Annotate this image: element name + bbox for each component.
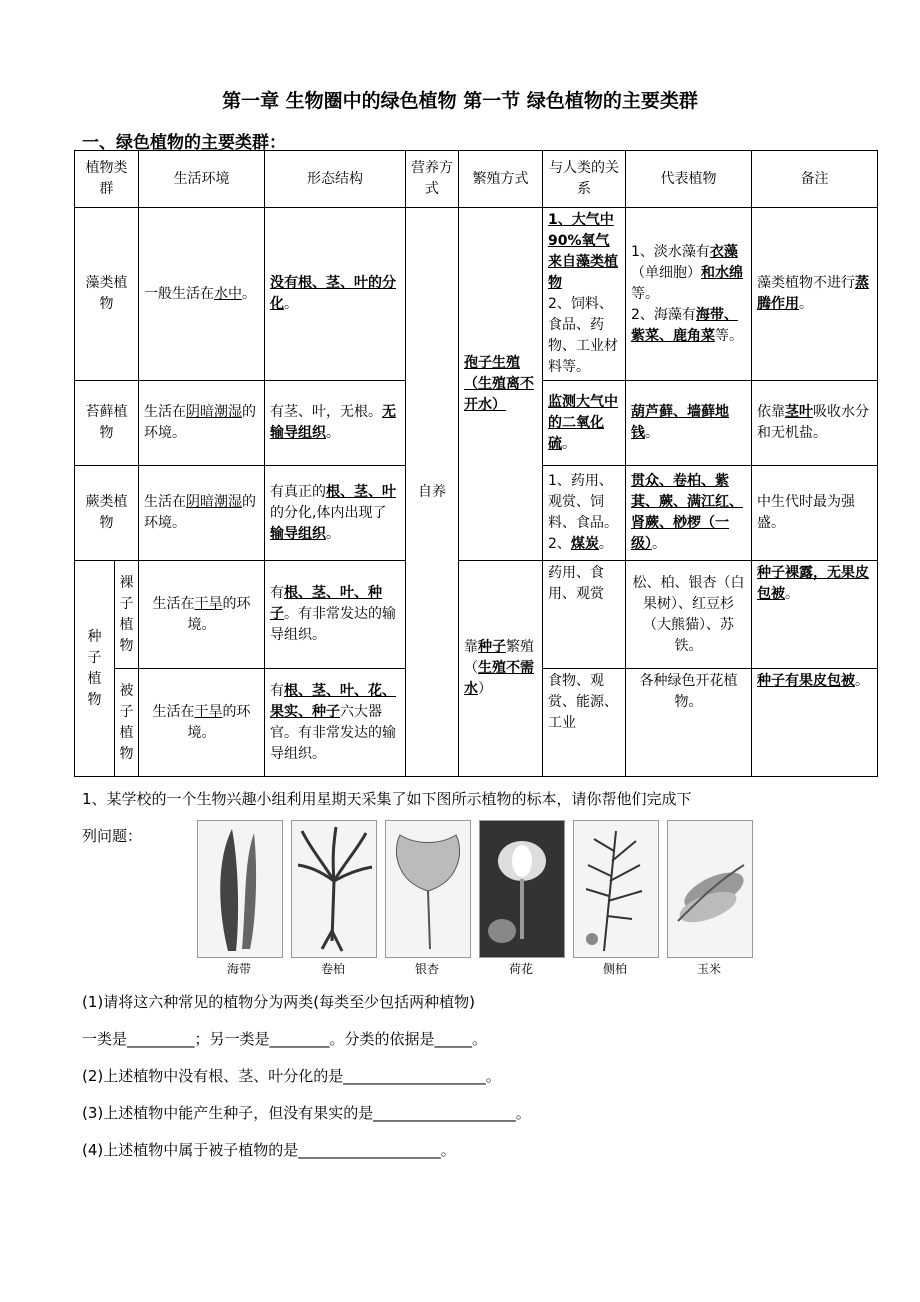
header-representative: 代表植物 [626, 151, 752, 208]
lotus-image [479, 820, 565, 958]
arborvitae-image [573, 820, 659, 958]
gymnosperm-relation: 药用、食用、观赏 [543, 561, 626, 669]
kelp-image [197, 820, 283, 958]
corn-label: 玉米 [696, 962, 721, 976]
section-heading: 一、绿色植物的主要类群： [82, 133, 286, 153]
lotus-label: 荷花 [508, 962, 533, 976]
fern-structure: 有真正的根、茎、叶的分化,体内出现了输导组织。 [265, 466, 406, 561]
selaginella-icon [292, 821, 376, 957]
seed-reproduction: 靠种子繁殖（生殖不需水） [459, 561, 543, 777]
selaginella-label: 卷柏 [320, 962, 345, 976]
algae-relation: 1、大气中90%氧气来自藻类植物 2、饲料、食品、药物、工业材料等。 [543, 208, 626, 381]
question-4: (4)上述植物中属于被子植物的是___________________。 [82, 1141, 456, 1159]
gymnosperm-structure: 有根、茎、叶、种子。有非常发达的输导组织。 [265, 561, 406, 669]
ginkgo-label: 银杏 [414, 962, 439, 976]
header-relation: 与人类的关系 [543, 151, 626, 208]
moss-group: 苔藓植物 [75, 381, 139, 466]
kelp-label: 海带 [226, 962, 251, 976]
gymnosperm-habitat: 生活在干旱的环境。 [139, 561, 265, 669]
question-1-answer-line: 一类是_________；另一类是________。分类的依据是_____。 [82, 1030, 488, 1048]
algae-structure: 没有根、茎、叶的分化。 [265, 208, 406, 381]
angiosperm-structure: 有根、茎、叶、花、果实、种子六大器官。有非常发达的输导组织。 [265, 669, 406, 777]
arborvitae-label: 侧柏 [602, 962, 627, 976]
corn-icon [668, 821, 752, 957]
header-row [75, 151, 878, 208]
moss-representative: 葫芦藓、墙藓地钱。 [626, 381, 752, 466]
spore-reproduction: 孢子生殖（生殖离不开水） [459, 208, 543, 561]
header-note: 备注 [752, 151, 878, 208]
page-title: 第一章 生物圈中的绿色植物 第一节 绿色植物的主要类群 [222, 90, 698, 112]
question-intro-1: 1、某学校的一个生物兴趣小组利用星期天采集了如下图所示植物的标本，请你帮他们完成下 [82, 790, 692, 808]
plant-photos [193, 810, 761, 982]
fern-habitat: 生活在阴暗潮湿的环境。 [139, 466, 265, 561]
question-2: (2)上述植物中没有根、茎、叶分化的是___________________。 [82, 1067, 501, 1085]
algae-representative: 1、淡水藻有衣藻（单细胞）和水绵等。 2、海藻有海带、紫菜、鹿角菜等。 [626, 208, 752, 381]
moss-structure: 有茎、叶，无根。无输导组织。 [265, 381, 406, 466]
algae-habitat: 一般生活在水中。 [139, 208, 265, 381]
algae-group: 藻类植物 [75, 208, 139, 381]
ginkgo-image [385, 820, 471, 958]
row-algae [75, 208, 878, 381]
row-gymnosperm [75, 561, 878, 669]
fern-note: 中生代时最为强盛。 [752, 466, 878, 561]
arborvitae-icon [574, 821, 658, 957]
question-intro-2: 列问题： [82, 827, 143, 845]
fern-relation: 1、药用、观赏、饲料、食品。 2、煤炭。 [543, 466, 626, 561]
fern-representative: 贯众、卷柏、紫萁、蕨、满江红、肾蕨、桫椤（一级）。 [626, 466, 752, 561]
moss-relation: 监测大气中的二氧化硫。 [543, 381, 626, 466]
nutrition-autotroph: 自养 [406, 208, 459, 777]
moss-note: 依靠茎叶吸收水分和无机盐。 [752, 381, 878, 466]
algae-note: 藻类植物不进行蒸腾作用。 [752, 208, 878, 381]
header-structure: 形态结构 [265, 151, 406, 208]
ginkgo-icon [386, 821, 470, 957]
angiosperm-relation: 食物、观赏、能源、工业 [543, 669, 626, 777]
angiosperm-note: 种子有果皮包被。 [752, 669, 878, 777]
seed-plant-group: 种子植物 [75, 561, 115, 777]
selaginella-image [291, 820, 377, 958]
angiosperm-habitat: 生活在干旱的环境。 [139, 669, 265, 777]
plant-groups-table [74, 150, 878, 777]
fern-group: 蕨类植物 [75, 466, 139, 561]
question-3: (3)上述植物中能产生种子，但没有果实的是___________________。 [82, 1104, 531, 1122]
corn-image [667, 820, 753, 958]
angiosperm-group: 被子植物 [115, 669, 139, 777]
header-habitat: 生活环境 [139, 151, 265, 208]
header-reproduction: 繁殖方式 [459, 151, 543, 208]
moss-habitat: 生活在阴暗潮湿的环境。 [139, 381, 265, 466]
question-1: (1)请将这六种常见的植物分为两类(每类至少包括两种植物) [82, 993, 475, 1011]
header-group: 植物类群 [75, 151, 139, 208]
angiosperm-representative: 各种绿色开花植物。 [626, 669, 752, 777]
kelp-icon [198, 821, 282, 957]
gymnosperm-representative: 松、柏、银杏（白果树）、红豆杉（大熊猫）、苏铁。 [626, 561, 752, 669]
gymnosperm-note: 种子裸露，无果皮包被。 [752, 561, 878, 669]
gymnosperm-group: 裸子植物 [115, 561, 139, 669]
header-nutrition: 营养方式 [406, 151, 459, 208]
lotus-icon [480, 821, 564, 957]
